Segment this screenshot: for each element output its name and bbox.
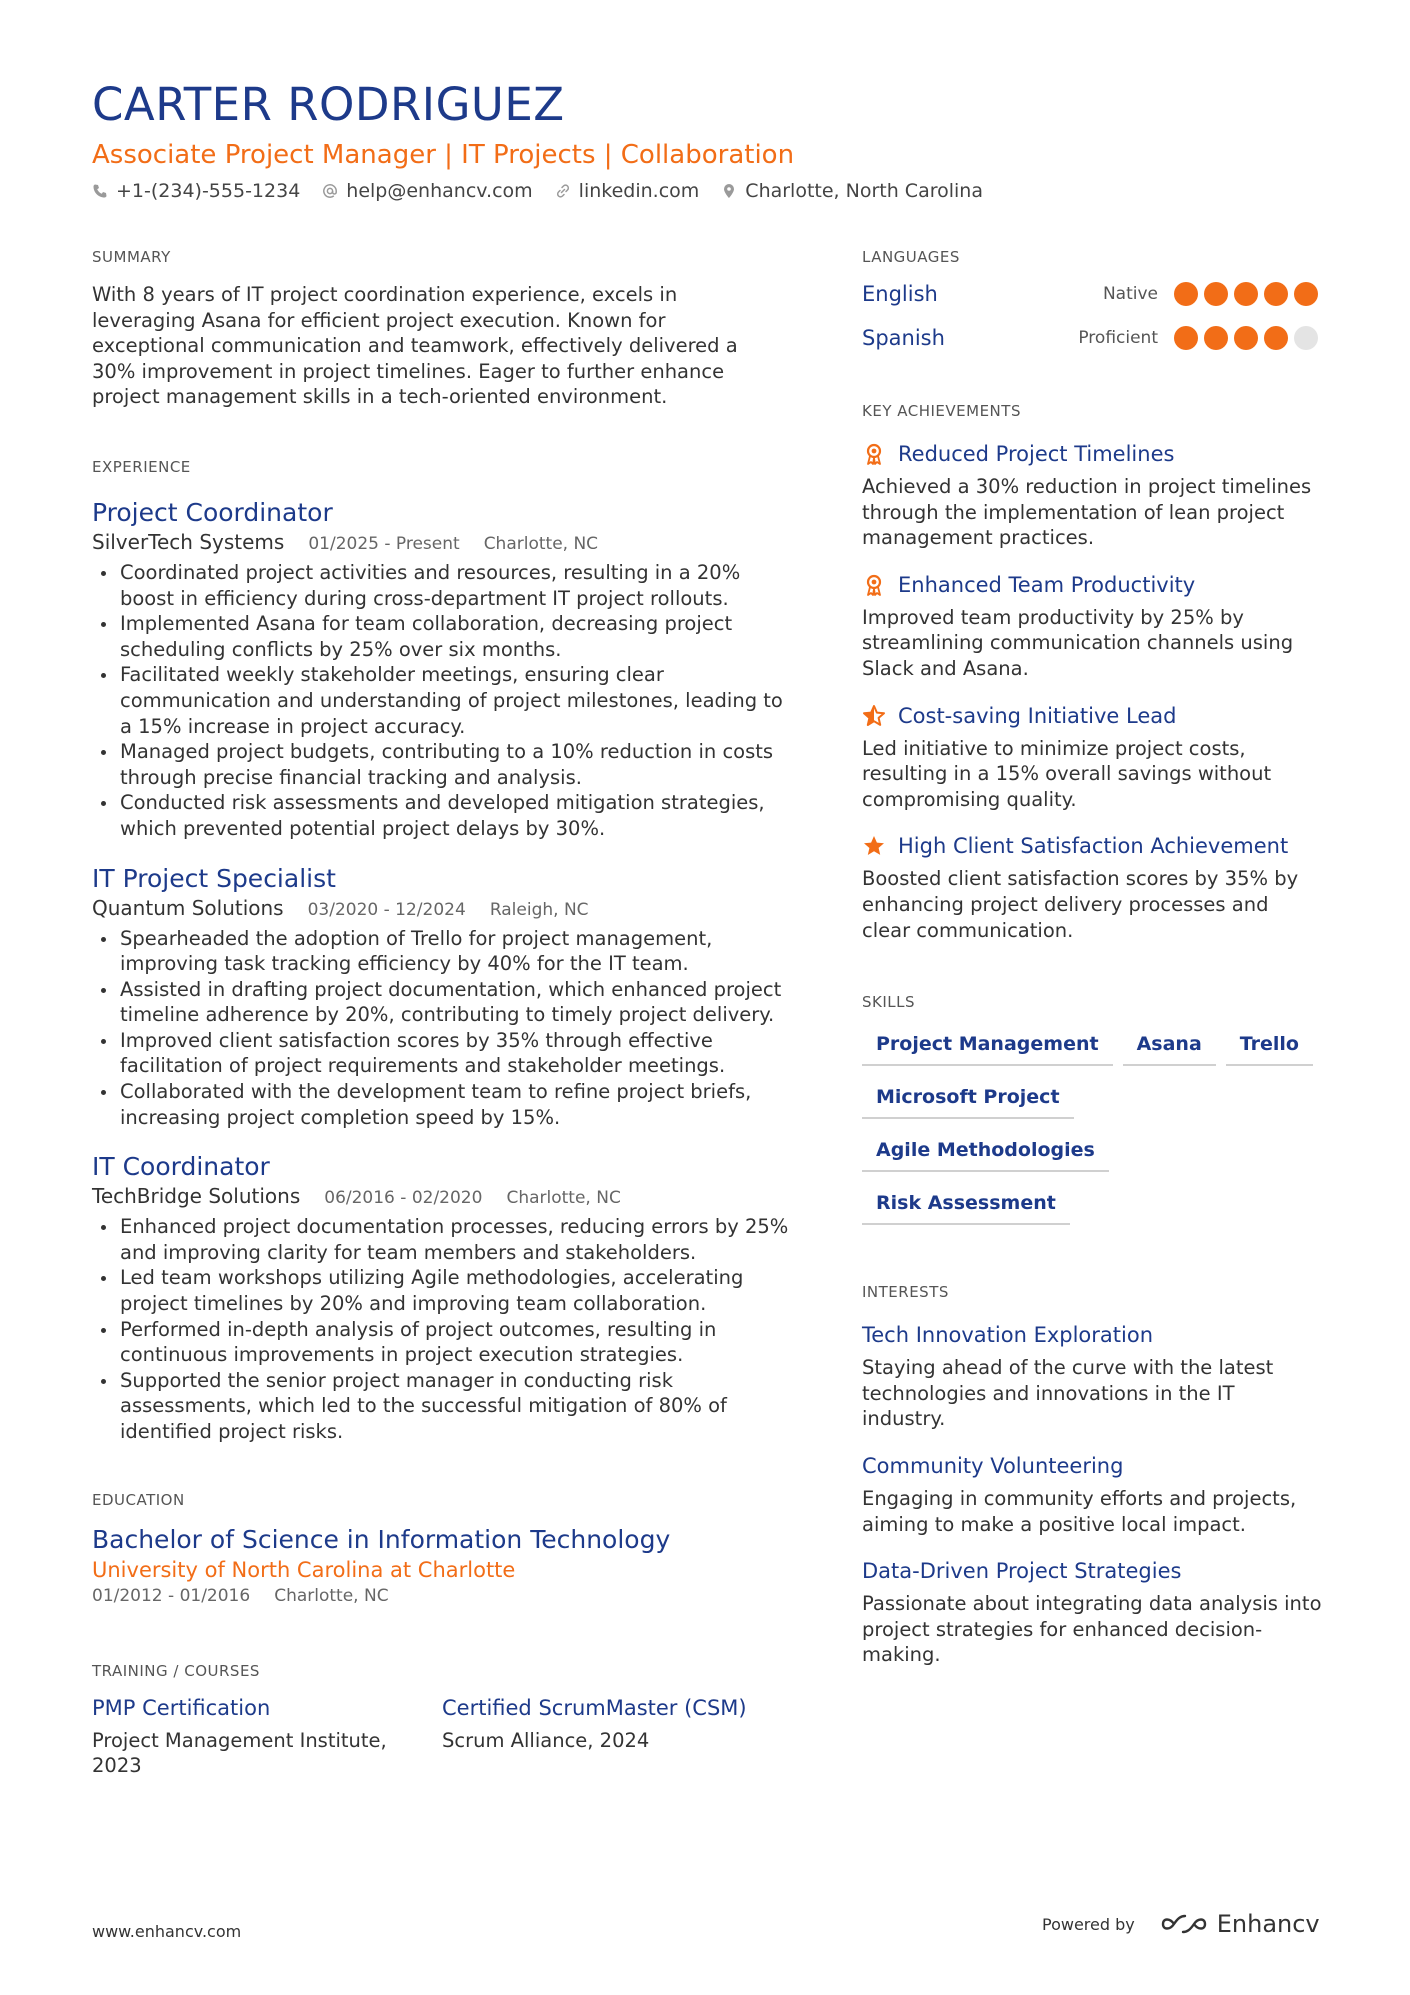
star-icon [862, 834, 886, 858]
job-bullet: Collaborated with the development team to refine project briefs, increasing project completion speed by 15%. [92, 1079, 792, 1130]
education-section [92, 1491, 792, 1606]
summary-text: With 8 years of IT project coordination experience, excels in leveraging Asana for efficient project execution. Known for exceptional communication and teamwork, effectively delivered a 30% improvement in project timelines. Eager to further enhance project management skills in a tech-oriented environment. [92, 283, 738, 409]
contact-email-text: help@enhancv.com [346, 180, 533, 202]
languages-heading: LANGUAGES [862, 248, 960, 266]
experience-section [92, 458, 792, 1445]
rating-dot-filled [1294, 282, 1318, 306]
left-column [92, 248, 792, 1779]
job-bullets [92, 1214, 792, 1444]
job-bullet: Led team workshops utilizing Agile methodologies, accelerating project timelines by 20% and improving team collaboration. [92, 1265, 792, 1316]
job-location: Charlotte, NC [506, 1188, 621, 1209]
skill-tag: Trello [1226, 1025, 1313, 1066]
footer-branding [1042, 1910, 1320, 1938]
achievement-desc: Boosted client satisfaction scores by 35% by enhancing project delivery processes and clear communication. [862, 867, 1299, 942]
education-location: Charlotte, NC [274, 1585, 389, 1606]
job-location: Charlotte, NC [483, 533, 599, 554]
footer-website[interactable]: www.enhancv.com [92, 1922, 242, 1941]
job-company: TechBridge Solutions [92, 1184, 301, 1209]
interest-item [862, 1454, 1322, 1537]
achievement-header [862, 573, 1322, 597]
job-bullet: Performed in-depth analysis of project outcomes, resulting in continuous improvements in project execution strategies. [92, 1317, 792, 1368]
job-meta [92, 530, 792, 554]
language-level: Native [1102, 284, 1158, 304]
contact-phone-text: +1-(234)-555-1234 [116, 180, 301, 202]
skill-tag: Project Management [862, 1025, 1113, 1066]
achievement-title: Cost-saving Initiative Lead [898, 703, 1177, 728]
right-column [862, 248, 1322, 1668]
interest-title: Tech Innovation Exploration [862, 1323, 1154, 1348]
education-meta [92, 1586, 792, 1606]
achievement-item [862, 573, 1322, 682]
job-dates: 06/2016 - 02/2020 [324, 1188, 483, 1209]
contact-bar [92, 180, 983, 202]
enhancv-logo-icon [1161, 1912, 1207, 1936]
language-row [862, 278, 1322, 310]
job-bullet: Assisted in drafting project documentation, which enhanced project timeline adherence by 20%, contributing to timely project delivery. [92, 977, 792, 1028]
powered-by-label: Powered by [1042, 1914, 1135, 1934]
language-name: English [862, 282, 938, 306]
education-degree: Bachelor of Science in Information Technology [92, 1524, 671, 1554]
interest-item [862, 1323, 1322, 1432]
job-meta [92, 896, 792, 920]
job-dates: 03/2020 - 12/2024 [307, 899, 466, 920]
achievement-item [862, 834, 1322, 943]
contact-linkedin-text: linkedin.com [578, 180, 700, 202]
rating-dot-filled [1234, 282, 1258, 306]
summary-section [92, 248, 792, 410]
achievement-header [862, 834, 1322, 858]
interests-section [862, 1283, 1322, 1668]
experience-heading: EXPERIENCE [92, 457, 191, 476]
contact-location-text: Charlotte, North Carolina [745, 180, 983, 202]
interest-desc: Engaging in community efforts and projects, aiming to make a positive local impact. [862, 1486, 1297, 1536]
job-entry [92, 864, 792, 1131]
languages-section [862, 248, 1322, 354]
achievement-item [862, 442, 1322, 551]
contact-linkedin[interactable] [555, 180, 700, 202]
rating-dot-filled [1204, 282, 1228, 306]
skills-list [862, 1025, 1322, 1225]
language-level: Proficient [1078, 328, 1158, 348]
job-bullets [92, 560, 792, 842]
at-icon [322, 183, 338, 199]
training-item [442, 1696, 792, 1779]
achievement-desc: Improved team productivity by 25% by streamlining communication channels using Slack and Asana. [862, 605, 1294, 680]
rating-dot-filled [1204, 326, 1228, 350]
achievements-section [862, 402, 1322, 943]
achievement-title: Reduced Project Timelines [898, 442, 1175, 466]
brand-logo[interactable] [1161, 1910, 1320, 1938]
job-title: IT Coordinator [92, 1152, 270, 1182]
training-provider: Scrum Alliance, 2024 [442, 1728, 650, 1752]
contact-phone[interactable] [92, 180, 300, 202]
medal-icon [862, 573, 886, 597]
language-row [862, 322, 1322, 354]
education-heading: EDUCATION [92, 1490, 185, 1509]
interest-desc: Passionate about integrating data analysis into project strategies for enhanced decision-making. [862, 1592, 1322, 1667]
job-entry [92, 1152, 792, 1444]
training-title: Certified ScrumMaster (CSM) [442, 1695, 747, 1720]
achievement-item [862, 704, 1322, 813]
language-rating [1174, 282, 1318, 306]
summary-heading: SUMMARY [92, 248, 171, 266]
language-rating [1174, 326, 1318, 350]
achievement-header [862, 704, 1322, 728]
contact-location [721, 180, 983, 202]
job-title: IT Project Specialist [92, 863, 336, 893]
link-icon [555, 183, 571, 199]
achievement-desc: Led initiative to minimize project costs, resulting in a 15% overall savings without compromising quality. [862, 736, 1272, 811]
training-title: PMP Certification [92, 1695, 271, 1720]
training-section [92, 1662, 792, 1779]
rating-dot-filled [1174, 326, 1198, 350]
achievement-title: High Client Satisfaction Achievement [898, 834, 1289, 859]
job-bullet: Managed project budgets, contributing to a 10% reduction in costs through precise financial tracking and analysis. [92, 739, 792, 790]
job-bullet: Supported the senior project manager in conducting risk assessments, which led to the successful mitigation of 80% of identified project risks. [92, 1368, 792, 1445]
job-bullet: Coordinated project activities and resources, resulting in a 20% boost in efficiency during cross-department IT project rollouts. [92, 560, 792, 611]
achievements-heading: KEY ACHIEVEMENTS [862, 402, 1021, 420]
job-meta [92, 1184, 792, 1208]
job-dates: 01/2025 - Present [308, 533, 460, 554]
medal-icon [862, 442, 886, 466]
job-bullet: Enhanced project documentation processes, reducing errors by 25% and improving clarity for team members and stakeholders. [92, 1214, 792, 1265]
job-bullets [92, 926, 792, 1131]
rating-dot-empty [1294, 326, 1318, 350]
star-half-icon [862, 704, 886, 728]
training-heading: TRAINING / COURSES [92, 1661, 260, 1680]
skill-tag: Agile Methodologies [862, 1131, 1109, 1172]
job-company: SilverTech Systems [92, 529, 285, 554]
skills-heading: SKILLS [862, 993, 916, 1012]
interests-heading: INTERESTS [862, 1283, 949, 1302]
job-location: Raleigh, NC [489, 899, 589, 920]
job-company: Quantum Solutions [92, 895, 284, 920]
job-title: Project Coordinator [92, 497, 333, 527]
contact-email[interactable] [322, 180, 532, 202]
education-school: University of North Carolina at Charlotte [92, 1557, 516, 1582]
interest-title: Community Volunteering [862, 1453, 1124, 1478]
rating-dot-filled [1264, 282, 1288, 306]
rating-dot-filled [1264, 326, 1288, 350]
job-bullet: Spearheaded the adoption of Trello for project management, improving task tracking efficiency by 40% for the IT team. [92, 926, 792, 977]
skill-tag: Microsoft Project [862, 1078, 1074, 1119]
candidate-name: CARTER RODRIGUEZ [92, 78, 565, 131]
job-bullet: Facilitated weekly stakeholder meetings, ensuring clear communication and understanding of project milestones, leading to a 15% increase in project accuracy. [92, 662, 792, 739]
skills-section [862, 993, 1322, 1225]
skill-tag: Risk Assessment [862, 1184, 1070, 1225]
achievement-header [862, 442, 1322, 466]
interest-title: Data-Driven Project Strategies [862, 1559, 1182, 1584]
brand-name: Enhancv [1216, 1910, 1320, 1938]
location-icon [721, 183, 737, 199]
interest-item [862, 1559, 1322, 1668]
skill-tag: Asana [1123, 1025, 1216, 1066]
education-dates: 01/2012 - 01/2016 [92, 1585, 251, 1606]
job-bullet: Implemented Asana for team collaboration, decreasing project scheduling conflicts by 25% over six months. [92, 611, 792, 662]
rating-dot-filled [1174, 282, 1198, 306]
achievement-title: Enhanced Team Productivity [898, 572, 1196, 597]
language-name: Spanish [862, 326, 945, 350]
training-item [92, 1696, 442, 1779]
candidate-headline: Associate Project Manager | IT Projects | Collaboration [92, 140, 795, 170]
achievement-desc: Achieved a 30% reduction in project timelines through the implementation of lean project management practices. [862, 475, 1312, 550]
phone-icon [92, 183, 108, 199]
job-bullet: Conducted risk assessments and developed mitigation strategies, which prevented potential project delays by 30%. [92, 790, 792, 841]
job-bullet: Improved client satisfaction scores by 35% through effective facilitation of project requirements and stakeholder meetings. [92, 1028, 792, 1079]
training-grid [92, 1696, 792, 1779]
interest-desc: Staying ahead of the curve with the latest technologies and innovations in the IT industry. [862, 1356, 1274, 1431]
training-provider: Project Management Institute, 2023 [92, 1728, 387, 1778]
rating-dot-filled [1234, 326, 1258, 350]
job-entry [92, 498, 792, 842]
